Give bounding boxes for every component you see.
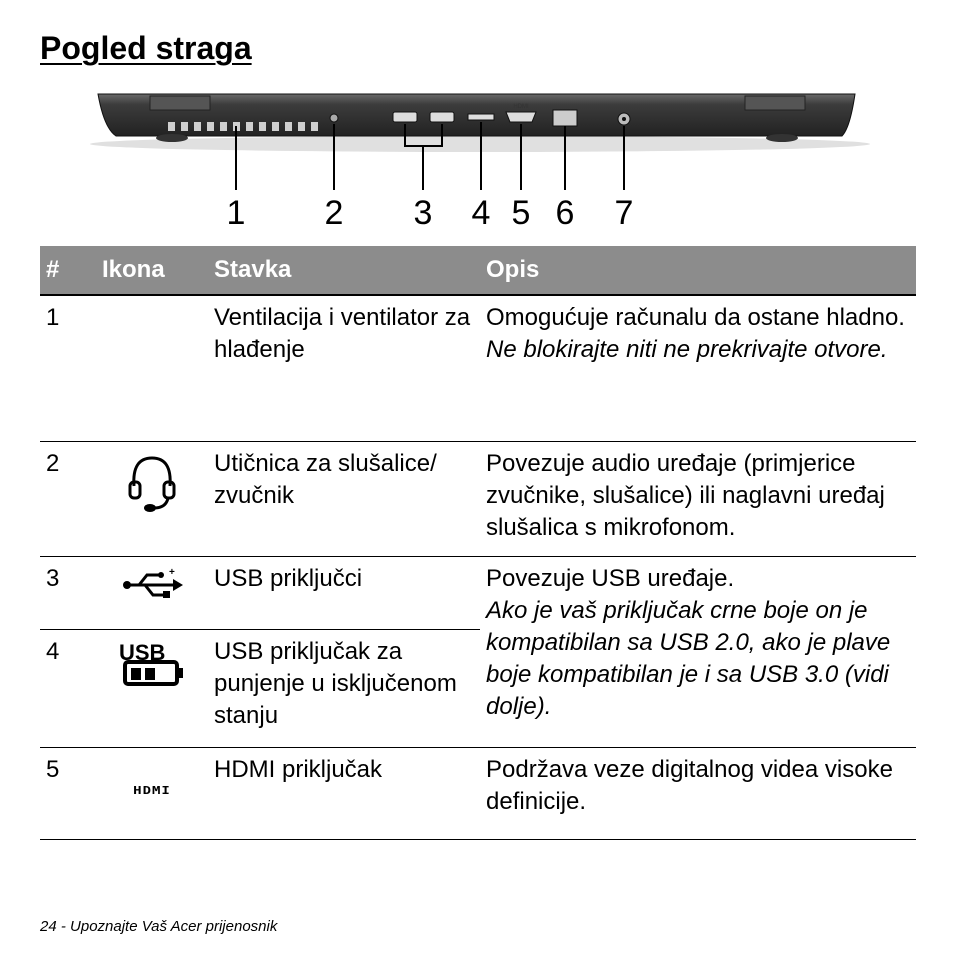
row-desc-text: Povezuje USB uređaje.: [486, 564, 735, 592]
callout-4: 4: [471, 194, 491, 232]
row-desc: [480, 747, 916, 839]
callout-2: 2: [324, 194, 344, 232]
row-num: 5: [40, 747, 96, 839]
row-num: 3: [40, 556, 96, 629]
header-desc: Opis: [480, 246, 916, 295]
row-item: Utičnica za slušalice/ zvučnik: [208, 441, 480, 556]
table-row: [40, 295, 916, 441]
row-desc: [480, 556, 916, 747]
page-footer: 24 - Upoznajte Vaš Acer prijenosnik: [40, 918, 278, 935]
row-num: 1: [40, 295, 96, 441]
callout-5: 5: [511, 194, 531, 232]
row-icon: [96, 629, 208, 747]
row-icon: [96, 295, 208, 441]
row-icon: [96, 556, 208, 629]
header-num: #: [40, 246, 96, 295]
row-desc-note: Ne blokirajte niti ne prekrivajte otvore.: [486, 336, 888, 363]
usb-charging-icon-text: USB: [119, 639, 166, 665]
row-desc-text: Omogućuje računalu da ostane hladno.: [486, 304, 905, 331]
hdmi-icon: HDMI: [133, 784, 171, 797]
row-item: USB priključci: [208, 556, 480, 629]
row-num: 2: [40, 441, 96, 556]
header-icon: Ikona: [96, 246, 208, 295]
usb-icon: [121, 567, 183, 601]
page-title: Pogled straga: [40, 30, 252, 66]
row-item: HDMI priključak: [208, 747, 480, 839]
row-desc: [480, 295, 916, 441]
table-row: [40, 747, 916, 839]
usb-charging-icon: [117, 640, 187, 688]
header-item: Stavka: [208, 246, 480, 295]
headset-icon: [126, 452, 178, 514]
table-header-row: [40, 246, 916, 295]
row-num: 4: [40, 629, 96, 747]
row-desc-text: Povezuje audio uređaje (primjerice zvučnike, slušalice) ili naglavni uređaj slušalica s mikrofonom.: [486, 449, 885, 541]
table-row: [40, 441, 916, 556]
ports-table: [40, 246, 916, 840]
callout-1: 1: [226, 194, 246, 232]
table-row: [40, 556, 916, 629]
row-desc: [480, 441, 916, 556]
svg-text:+: +: [169, 566, 175, 578]
callout-6: 6: [555, 194, 575, 232]
row-item: Ventilacija i ventilator za hlađenje: [208, 295, 480, 441]
row-icon: [96, 441, 208, 556]
hdmi-port-label: HDMI: [513, 104, 529, 110]
row-icon: [96, 747, 208, 839]
row-desc-text: Podržava veze digitalnog videa visoke definicije.: [486, 755, 893, 815]
callout-7: 7: [614, 194, 634, 232]
row-desc-note: Ako je vaš priključak crne boje on je kompatibilan sa USB 2.0, ako je plave boje kompatibilan je i sa USB 3.0 (vidi dolje).: [486, 596, 891, 720]
row-item: USB priključak za punjenje u isključenom stanju: [208, 629, 480, 747]
callout-3: 3: [413, 194, 433, 232]
